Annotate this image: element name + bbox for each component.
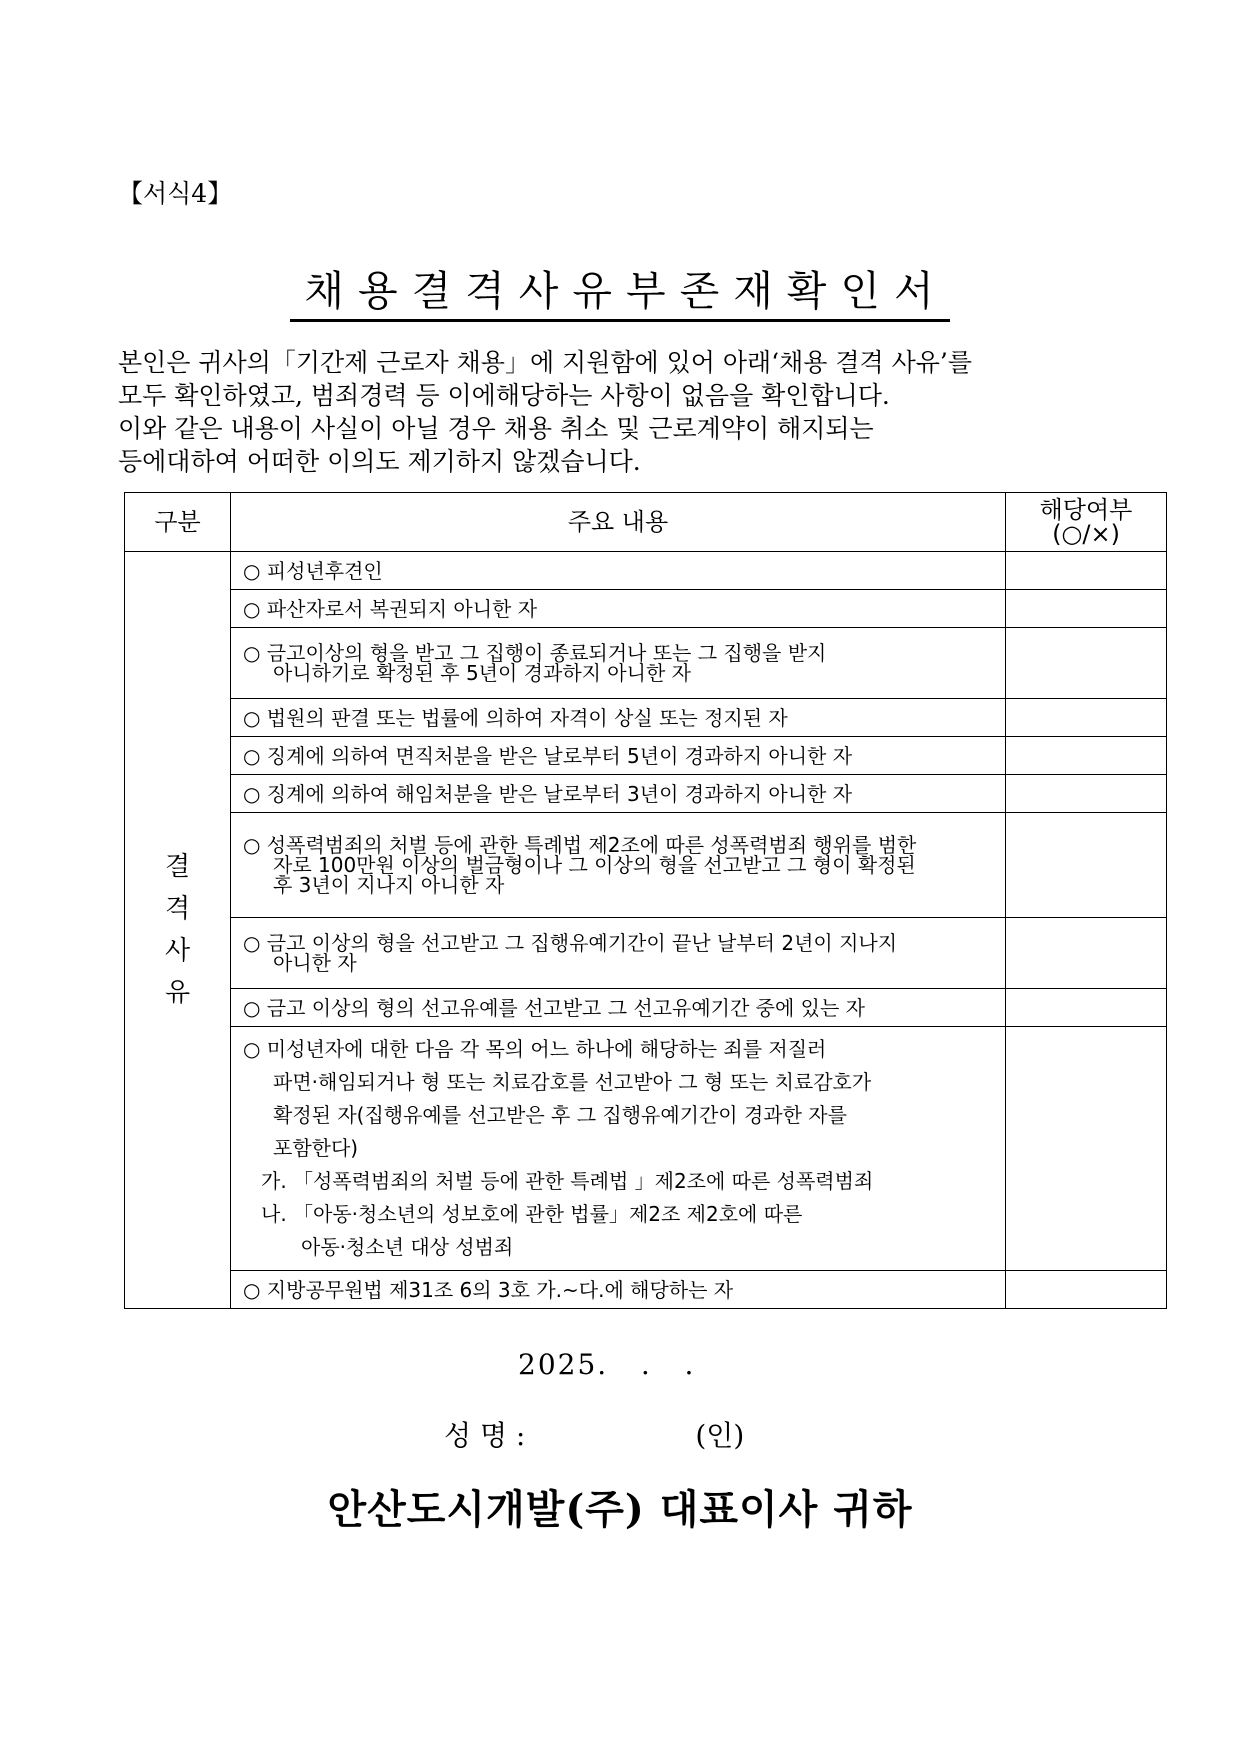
check-cell[interactable]	[1006, 918, 1167, 989]
item-content: ○ 금고이상의 형을 받고 그 집행이 종료되거나 또는 그 집행을 받지 아니하기로 확정된 후 5년이 경과하지 아니한 자	[231, 628, 1006, 699]
form-number-label: 【서식4】	[118, 179, 233, 208]
table-row	[125, 775, 1167, 813]
table-row	[125, 552, 1167, 590]
category-cell	[125, 552, 231, 1309]
item-content: ○ 금고 이상의 형의 선고유예를 선고받고 그 선고유예기간 중에 있는 자	[231, 989, 1006, 1027]
table-row	[125, 989, 1167, 1027]
addressee: 안산도시개발(주) 대표이사 귀하	[327, 1486, 913, 1533]
check-cell[interactable]	[1006, 1271, 1167, 1309]
intro-line: 본인은 귀사의「기간제 근로자 채용」에 지원함에 있어 아래‘채용 결격 사유’를	[118, 348, 972, 377]
table-row	[125, 737, 1167, 775]
disqualification-table	[124, 492, 1167, 1309]
item-content: ○ 징계에 의하여 해임처분을 받은 날로부터 3년이 경과하지 아니한 자	[231, 775, 1006, 813]
check-cell[interactable]	[1006, 699, 1167, 737]
check-cell[interactable]	[1006, 775, 1167, 813]
seal-mark: (인)	[695, 1419, 745, 1452]
table-row	[125, 918, 1167, 989]
name-label: 성 명 :	[444, 1419, 526, 1452]
intro-line: 모두 확인하였고, 범죄경력 등 이에해당하는 사항이 없음을 확인합니다.	[118, 381, 890, 410]
intro-line: 이와 같은 내용이 사실이 아닐 경우 채용 취소 및 근로계약이 해지되는	[118, 414, 874, 443]
header-category: 구분	[125, 493, 231, 552]
item-content: ○ 금고 이상의 형을 선고받고 그 집행유예기간이 끝난 날부터 2년이 지나지 아니한 자	[231, 918, 1006, 989]
item-content: ○ 징계에 의하여 면직처분을 받은 날로부터 5년이 경과하지 아니한 자	[231, 737, 1006, 775]
category-char: 격	[164, 894, 191, 924]
check-cell[interactable]	[1006, 590, 1167, 628]
table-row	[125, 590, 1167, 628]
item-content: ○ 법원의 판결 또는 법률에 의하여 자격이 상실 또는 정지된 자	[231, 699, 1006, 737]
item-content: ○ 성폭력범죄의 처벌 등에 관한 특례법 제2조에 따른 성폭력범죄 행위를 범한 자로 100만원 이상의 벌금형이나 그 이상의 형을 선고받고 그 형이 확정된 후 3년이 지나지 아니한 자	[231, 813, 1006, 918]
item-content: ○ 지방공무원법 제31조 6의 3호 가.~다.에 해당하는 자	[231, 1271, 1006, 1309]
date-line: 2025. . .	[518, 1348, 696, 1381]
check-cell[interactable]	[1006, 813, 1167, 918]
check-cell[interactable]	[1006, 737, 1167, 775]
check-cell[interactable]	[1006, 1027, 1167, 1271]
check-cell[interactable]	[1006, 552, 1167, 590]
header-applicable-line2: (○/×)	[1052, 520, 1120, 548]
category-char: 사	[164, 936, 191, 966]
item-content: ○ 미성년자에 대한 다음 각 목의 어느 하나에 해당하는 죄를 저질러 파면·해임되거나 형 또는 치료감호를 선고받아 그 형 또는 치료감호가 확정된 자(집행유예를 선고받은 후 그 집행유예기간이 경과한 자를 포함한다) 가. 「성폭력범죄의 처벌 등에 관한 특례법 」제2조에 따른 성폭력범죄 나. 「아동·청소년의 성보호에 관한 법률」제2조 제2호에 따른 아동·청소년 대상 성범죄	[231, 1027, 1006, 1271]
check-cell[interactable]	[1006, 989, 1167, 1027]
table-row	[125, 628, 1167, 699]
item-content: ○ 피성년후견인	[231, 552, 1006, 590]
intro-paragraph	[118, 346, 1158, 478]
table-row	[125, 699, 1167, 737]
item-content: ○ 파산자로서 복권되지 아니한 자	[231, 590, 1006, 628]
header-content: 주요 내용	[231, 493, 1006, 552]
table-row	[125, 813, 1167, 918]
header-applicable	[1006, 493, 1167, 552]
table-row	[125, 1271, 1167, 1309]
document-title	[0, 258, 1240, 317]
header-applicable-line1: 해당여부	[1039, 496, 1133, 524]
table-header-row	[125, 493, 1167, 552]
table-row	[125, 1027, 1167, 1271]
category-char: 유	[164, 978, 191, 1008]
category-char: 결	[164, 852, 191, 882]
intro-line: 등에대하여 어떠한 이의도 제기하지 않겠습니다.	[118, 447, 641, 476]
signature-line	[444, 1414, 744, 1454]
check-cell[interactable]	[1006, 628, 1167, 699]
document-title-text: 채용결격사유부존재확인서	[290, 267, 949, 322]
